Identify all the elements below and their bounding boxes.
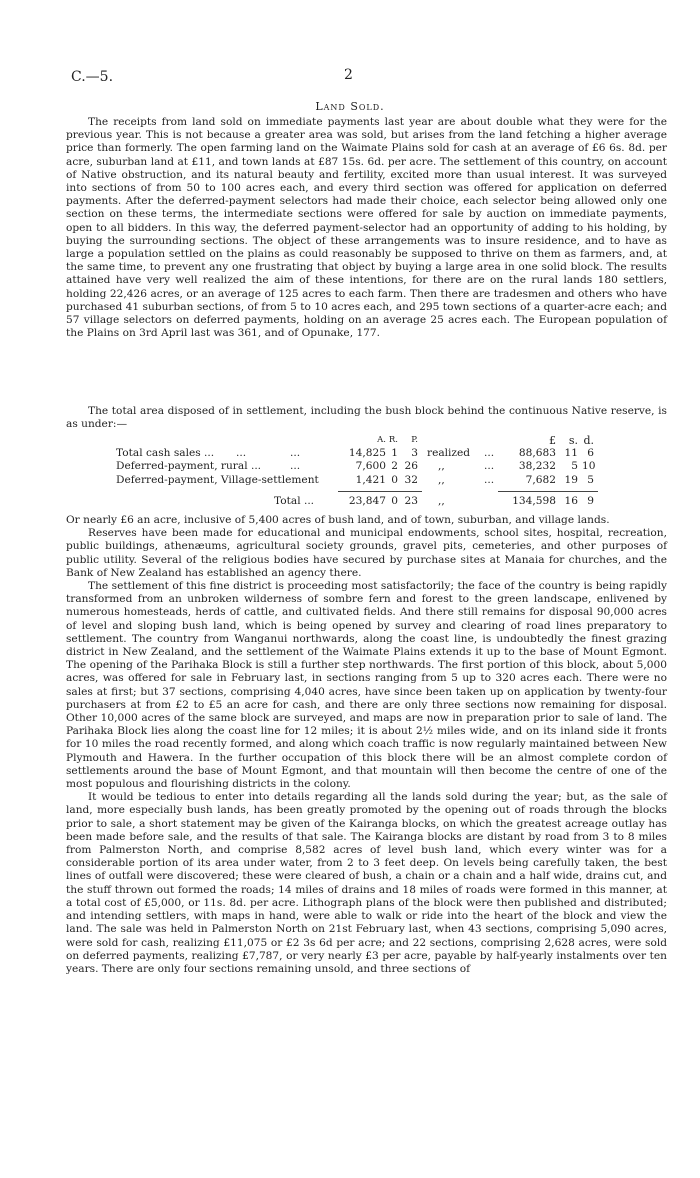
row-leader-dots: ... <box>290 447 301 460</box>
row-acres: 7,600 <box>355 460 386 473</box>
row-perches: 32 <box>404 473 418 486</box>
row-roods: 0 <box>391 473 398 486</box>
total-label: Total ... <box>274 494 315 507</box>
header-shillings: s. <box>568 434 578 447</box>
row-shillings: 11 <box>564 447 578 460</box>
row-leader-dots: ... <box>484 473 495 486</box>
row-shillings: 19 <box>564 473 578 486</box>
row-acres: 1,421 <box>355 473 386 486</box>
row-roods: 2 <box>391 460 398 473</box>
header-roods: R. <box>388 435 398 445</box>
row-perches: 26 <box>404 460 418 473</box>
total-shillings: 16 <box>564 494 578 507</box>
row-leader-dots: ... <box>290 460 301 473</box>
table-row <box>66 447 667 460</box>
row-pence: 10 <box>582 460 596 473</box>
header-acres: A. <box>377 435 386 445</box>
total-rule-money <box>498 491 598 492</box>
table-total-row <box>66 495 667 508</box>
row-pounds: 88,683 <box>518 447 556 460</box>
row-ditto: ,, <box>438 460 445 473</box>
section-title: Land Sold. <box>315 100 385 113</box>
total-rule-row <box>66 487 667 495</box>
row-roods: 1 <box>391 447 398 460</box>
paragraph-reserves: Reserves have been made for educational and municipal endowments, school sites, hospital, recreation, public buildings, athenæums, agricultural society grounds, gravel pits, cemeteries, and other purposes of public utility. Several of the religious bodies have secured by purchase sites at Manaia for churches, and the Bank of New Zealand has established an agency there. <box>66 527 667 579</box>
paragraph-nearly-six: Or nearly £6 an acre, inclusive of 5,400 acres of bush land, and of town, suburban, and village lands. <box>66 514 610 526</box>
total-pounds: 134,598 <box>512 494 556 507</box>
document-reference: C.—5. <box>71 69 114 85</box>
row-realized: realized <box>427 447 471 460</box>
total-ditto: ,, <box>438 494 445 507</box>
row-label: Deferred-payment, Village-settlement <box>116 473 319 486</box>
row-perches: 3 <box>411 447 418 460</box>
row-pence: 6 <box>587 447 594 460</box>
row-label: Total cash sales ... <box>116 447 215 460</box>
total-roods: 0 <box>391 494 398 507</box>
body-text <box>66 514 667 976</box>
row-label: Deferred-payment, rural ... <box>116 460 262 473</box>
settlement-table <box>66 434 667 508</box>
header-pounds: £ <box>549 434 556 447</box>
row-leader-dots: ... <box>236 447 247 460</box>
table-header-row <box>66 434 667 447</box>
paragraph-receipts: The receipts from land sold on immediate payments last year are about double what they were for the previous year. This is not because a greater area was sold, but arises from the land fetching a higher average price than formerly. The open farming land on the Waimate Plains sold for cash at an average of £6 6s. 8d. per acre, suburban land at £11, and town lands at £87 15s. 6d. per acre. The settlement of this country, on account of Native obstruction, and its natural beauty and fertility, excited more than usual interest. It was surveyed into sections of from 50 to 100 acres each, and every third section was offered for application on deferred payments. After the deferred-payment selectors had made their choice, each selector being allowed only one section on these terms, the intermediate sections were offered for sale by auction on immediate payments, open to all bidders. In this way, the deferred payment-selector had an opportunity of adding to his holding, by buying the surrounding sections. The object of these arrangements was to insure residence, and to have as large a population settled on the plains as could reasonably be supposed to thrive on them as farmers, and, at the same time, to prevent any one frustrating that object by buying a large area in one solid block. The results attained have very well realized the aim of these intentions, for there are on the rural lands 180 settlers, holding 22,426 acres, or an average of 125 acres to each farm. Then there are tradesmen and others who have purchased 41 suburban sections, of from 5 to 10 acres each, and 295 town sections of a quarter-acre each; and 57 village selectors on deferred payments, holding on an average 25 acres each. The European population of the Plains on 3rd April last was 361, and of Opunake, 177. <box>66 116 667 340</box>
row-leader-dots: ... <box>484 460 495 473</box>
header-perches: P. <box>411 435 418 445</box>
intro-text <box>66 116 667 340</box>
row-shillings: 5 <box>571 460 578 473</box>
page-number: 2 <box>344 67 353 83</box>
table-row <box>66 460 667 473</box>
row-leader-dots: ... <box>484 447 495 460</box>
row-pence: 5 <box>587 473 594 486</box>
paragraph-kairanga: It would be tedious to enter into details regarding all the lands sold during the year; but, as the sale of land, more especially bush lands, has been greatly promoted by the opening out of roads through the blocks prior to sale, a short statement may be given of the Kairanga blocks, on which the greatest acreage outlay has been made before sale, and the results of that sale. The Kairanga blocks are distant by road from 3 to 8 miles from Palmerston North, and comprise 8,582 acres of level bush land, which every winter was for a considerable portion of its area under water, from 2 to 3 feet deep. On levels being carefully taken, the best lines of outfall were discovered; these were cleared of bush, a chain or a chain and a half wide, drains cut, and the stuff thrown out formed the roads; 14 miles of drains and 18 miles of roads were formed in this manner, at a total cost of £5,000, or 11s. 8d. per acre. Lithograph plans of the block were then published and distributed; and intending settlers, with maps in hand, were able to walk or ride into the heart of the block and view the land. The sale was held in Palmerston North on 21st February last, when 43 sections, comprising 5,090 acres, were sold for cash, realizing £11,075 or £2 3s 6d per acre; and 22 sections, comprising 2,628 acres, were sold on deferred payments, realizing £7,787, or very nearly £3 per acre, payable by half-yearly instalments over ten years. There are only four sections remaining unsold, and three sections of <box>66 791 667 975</box>
row-acres: 14,825 <box>348 447 386 460</box>
table-intro-text <box>66 405 667 431</box>
total-perches: 23 <box>404 494 418 507</box>
table-row <box>66 474 667 487</box>
paragraph-settlement: The settlement of this fine district is proceeding most satisfactorily; the face of the country is being rapidly transformed from an unbroken wilderness of sombre fern and forest to the green landscape, enlivened by numerous homesteads, herds of cattle, and cultivated fields. And there still remains for disposal 90,000 acres of level and sloping bush land, which is being opened by survey and clearing of road lines preparatory to settlement. The country from Wanganui northwards, along the coast line, is undoubtedly the finest grazing district in New Zealand, and the settlement of the Waimate Plains extends it up to the base of Mount Egmont. The opening of the Parihaka Block is still a further step northwards. The first portion of this block, about 5,000 acres, was offered for sale in February last, in sections ranging from 5 up to 320 acres each. There were no sales at first; but 37 sections, comprising 4,040 acres, have since been taken up on application by twenty-four purchasers at from £2 to £5 an acre for cash, and there are only three sections now remaining for disposal. Other 10,000 acres of the same block are surveyed, and maps are now in preparation prior to sale of land. The Parihaka Block lies along the coast line for 12 miles; it is about 2½ miles wide, and on its inland side it fronts for 10 miles the road recently formed, and along which coach traffic is now regularly maintained between New Plymouth and Hawera. In the further occupation of this block there will be an almost complete cordon of settlements around the base of Mount Egmont, and that mountain will then become the centre of one of the most populous and flourishing districts in the colony. <box>66 580 667 791</box>
row-pounds: 38,232 <box>518 460 556 473</box>
total-rule-acres <box>338 491 422 492</box>
row-ditto: ,, <box>438 473 445 486</box>
total-pence: 9 <box>587 494 594 507</box>
row-pounds: 7,682 <box>525 473 556 486</box>
total-acres: 23,847 <box>348 494 386 507</box>
header-pence: d. <box>583 434 594 447</box>
paragraph-total-area: The total area disposed of in settlement, including the bush block behind the continuous Native reserve, is as under:— <box>66 405 667 431</box>
